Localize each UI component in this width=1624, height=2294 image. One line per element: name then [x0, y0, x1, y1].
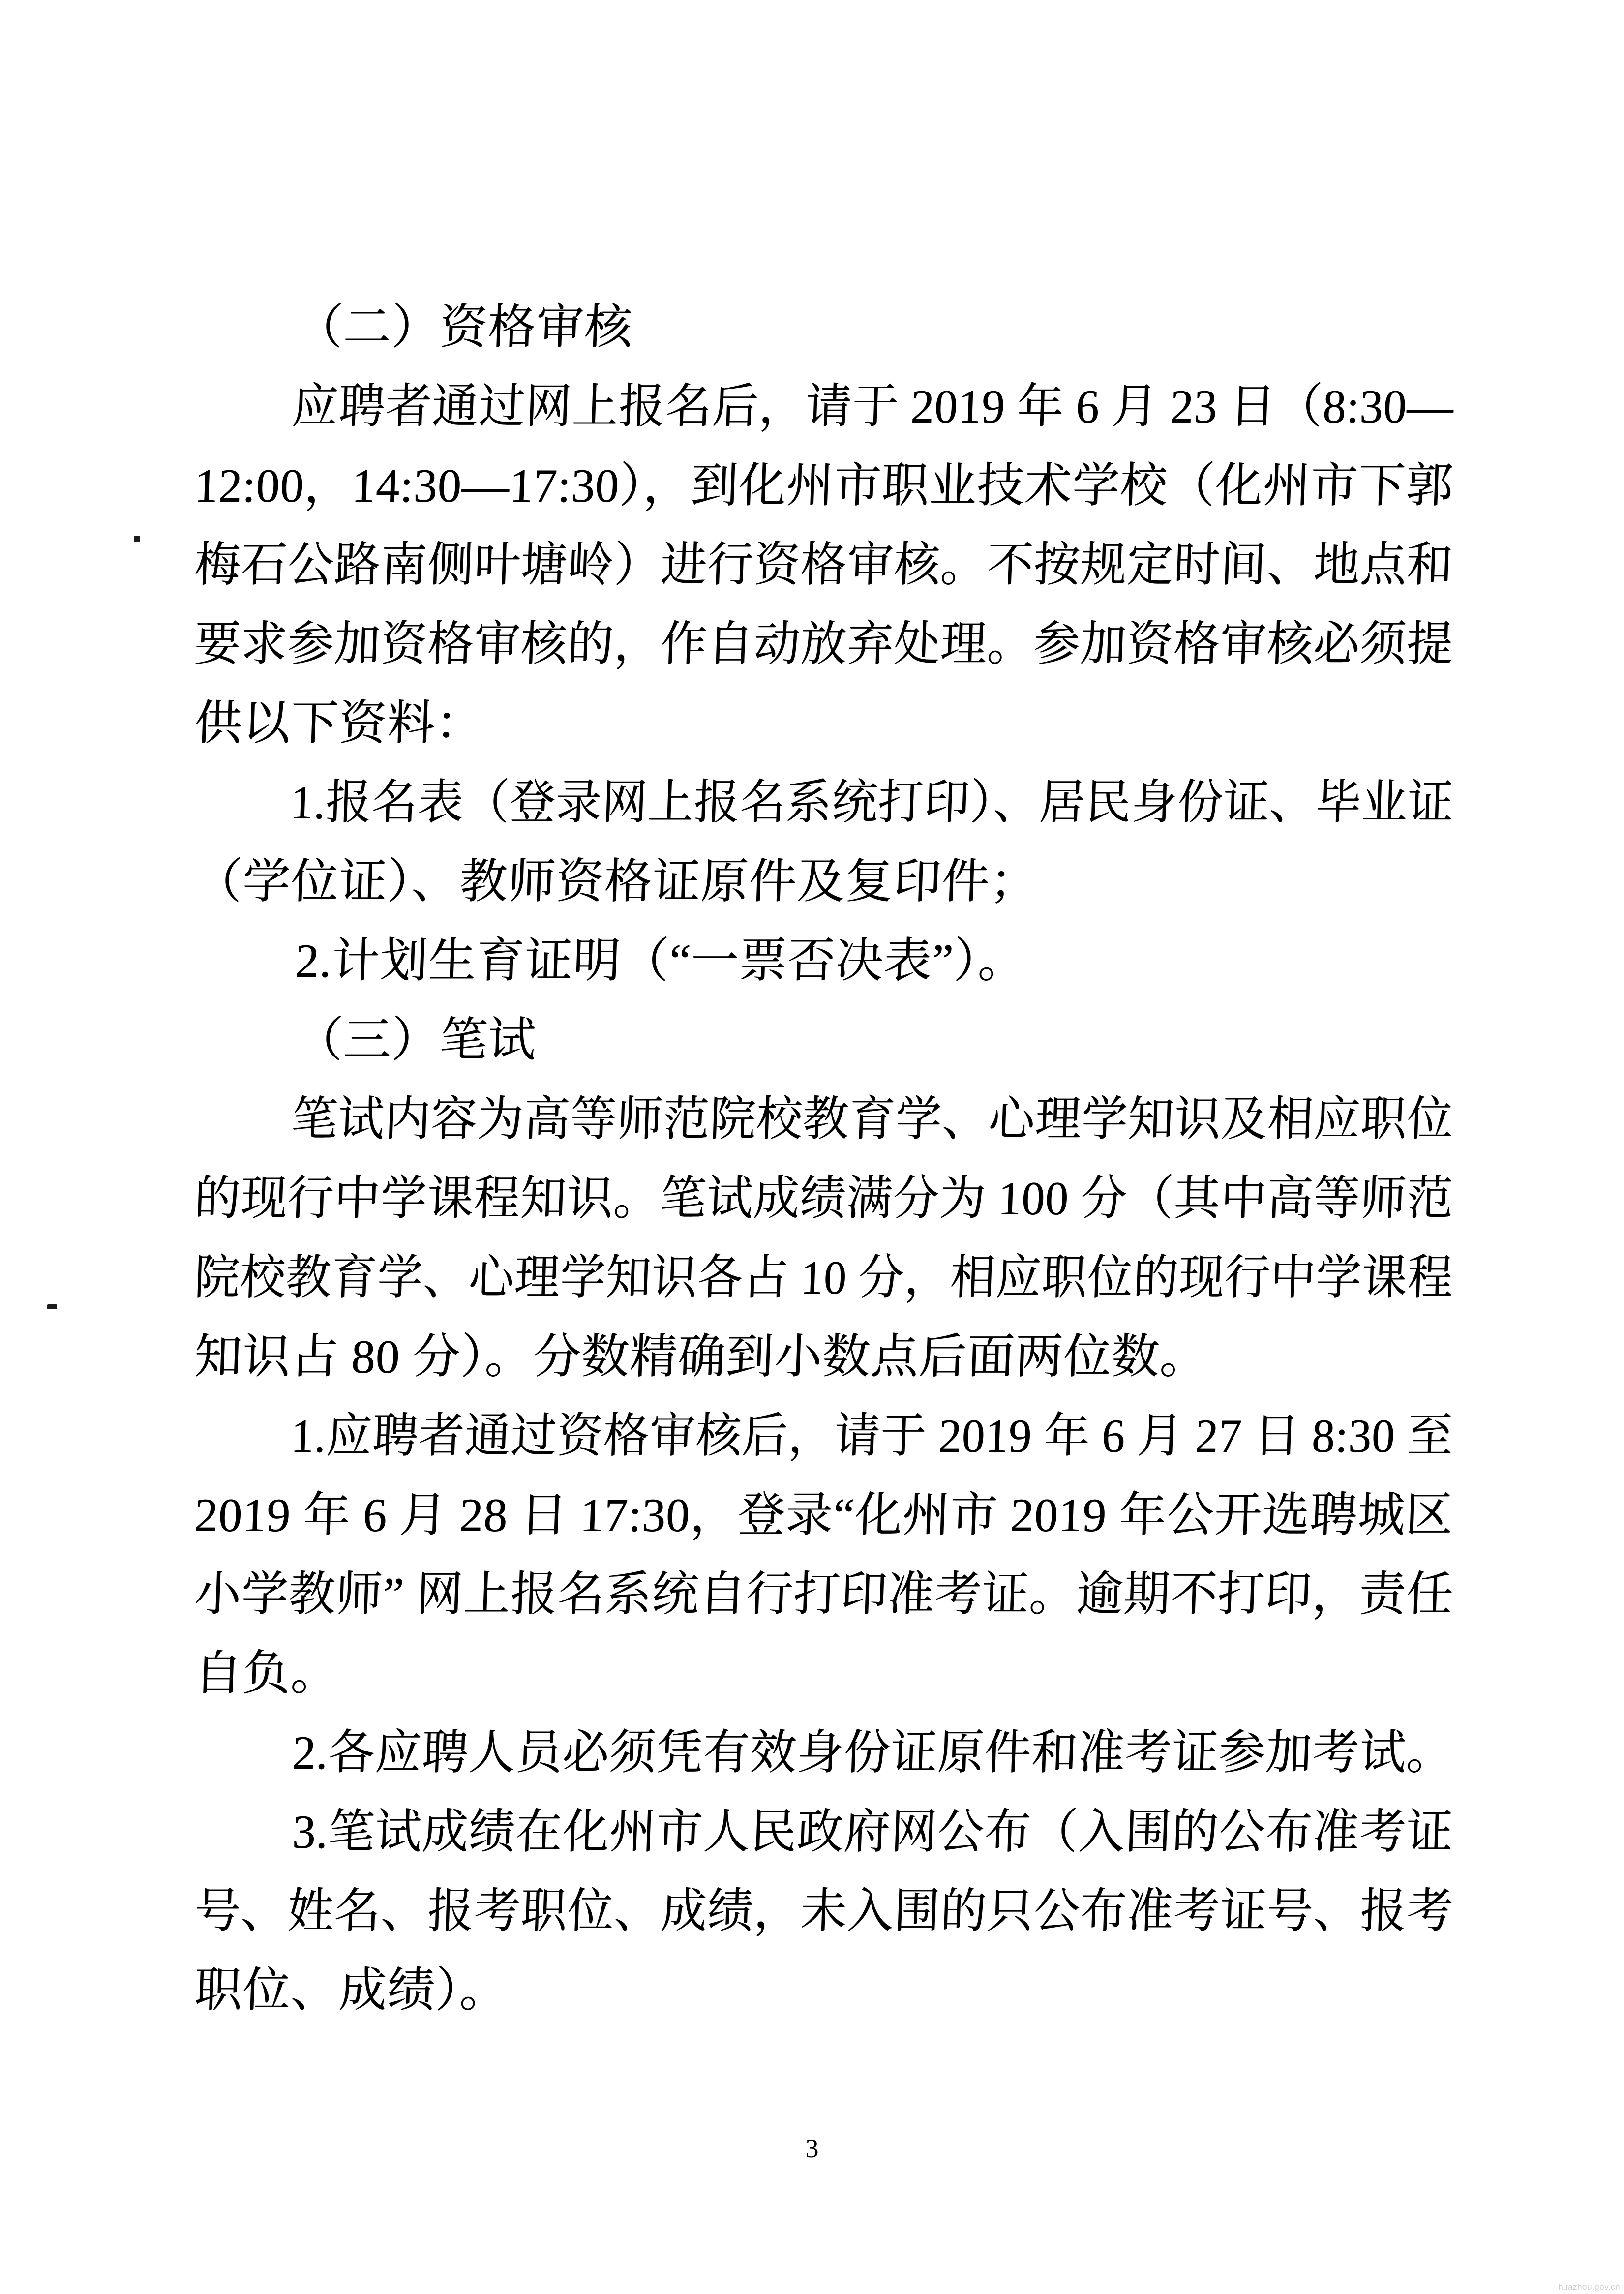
text-line: 要求参加资格审核的，作自动放弃处理。参加资格审核必须提: [193, 618, 1454, 670]
text-line: 的现行中学课程知识。笔试成绩满分为 100 分（其中高等师范: [193, 1172, 1454, 1225]
scan-speck: [47, 1304, 57, 1309]
text-line: 院校教育学、心理学知识各占 10 分，相应职位的现行中学课程: [193, 1251, 1454, 1304]
section-heading: （二）资格审核: [294, 301, 633, 354]
text-line: 供以下资料：: [193, 697, 484, 750]
document-body: [194, 288, 1453, 2030]
watermark: huazhou.gov.cn: [1558, 2282, 1620, 2292]
text-line: 2.各应聘人员必须凭有效身份证原件和准考证参加考试。: [291, 1726, 1454, 1779]
text-line: 2019 年 6 月 28 日 17:30，登录“化州市 2019 年公开选聘城区: [193, 1489, 1454, 1541]
text-line: 笔试内容为高等师范院校教育学、心理学知识及相应职位: [290, 1093, 1454, 1146]
text-line: 小学教师” 网上报名系统自行打印准考证。逾期不打印，责任: [193, 1568, 1455, 1621]
text-line: 知识占 80 分）。分数精确到小数点后面两位数。: [193, 1330, 1209, 1383]
text-line: 应聘者通过网上报名后，请于 2019 年 6 月 23 日（8:30—: [291, 380, 1455, 433]
text-line: 2.计划生育证明（“一票否决表”）。: [294, 935, 1027, 987]
scan-speck: [134, 536, 140, 542]
text-line: 1.报名表（登录网上报名系统打印）、居民身份证、毕业证: [289, 776, 1455, 829]
page-number: 3: [805, 2134, 819, 2163]
text-line: （学位证）、教师资格证原件及复印件；: [193, 855, 1039, 908]
text-line: 自负。: [193, 1647, 340, 1700]
text-line: 12:00，14:30—17:30），到化州市职业技术学校（化州市下郭: [193, 459, 1455, 512]
text-line: 3.笔试成绩在化州市人民政府网公布（入围的公布准考证: [291, 1806, 1454, 1858]
text-line: 号、姓名、报考职位、成绩，未入围的只公布准考证号、报考: [193, 1885, 1454, 1937]
text-line: 1.应聘者通过资格审核后，请于 2019 年 6 月 27 日 8:30 至: [290, 1410, 1454, 1462]
section-heading: （三）笔试: [294, 1014, 537, 1066]
text-line: 梅石公路南侧叶塘岭）进行资格审核。不按规定时间、地点和: [193, 539, 1454, 591]
text-line: 职位、成绩）。: [193, 1964, 509, 2017]
